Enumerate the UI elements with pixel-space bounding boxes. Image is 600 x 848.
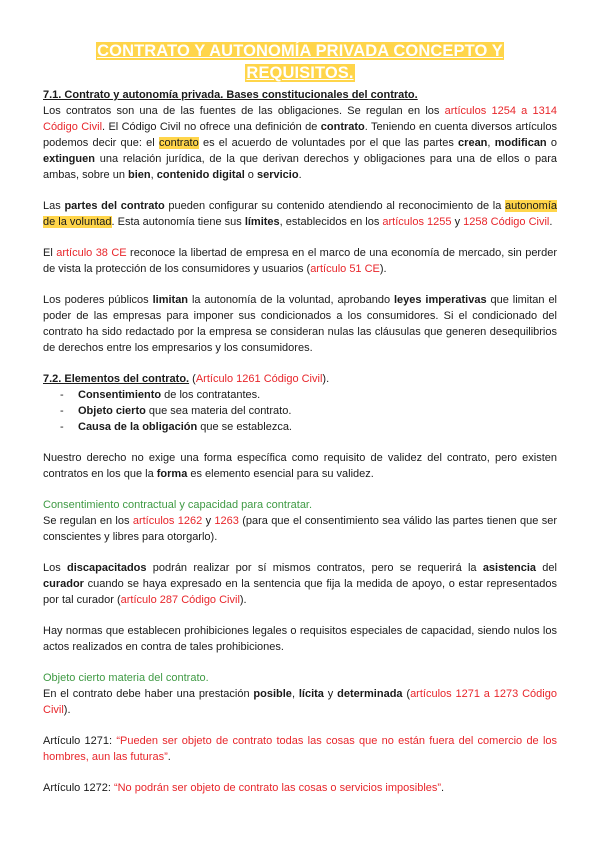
list-item: - Causa de la obligación que se establezca. — [43, 419, 557, 435]
section-7-2-heading: 7.2. Elementos del contrato. (Artículo 1261 Código Civil). — [43, 373, 330, 385]
title-line-1: CONTRATO Y AUTONOMÍA PRIVADA CONCEPTO Y — [97, 42, 503, 60]
list-item: - Objeto cierto que sea materia del contrato. — [43, 403, 557, 419]
paragraph-objeto: En el contrato debe haber una prestación posible, lícita y determinada (artículos 1271 a 1273 Código Civil). — [43, 688, 557, 716]
subheading-objeto: Objeto cierto materia del contrato. — [43, 672, 209, 684]
paragraph-poderes-publicos: Los poderes públicos limitan la autonomía de la voluntad, aprobando leyes imperativas que limitan el poder de las empresas para imponer sus condicionados a los consumidores. Si el condicionado del contrato ha sido redactado por la empresa se consideran nulas las cláusulas que generen desequilibrios de derechos entre los empresarios y los consumidores. — [43, 294, 558, 354]
paragraph-contrato-definicion: Los contratos son una de las fuentes de las obligaciones. Se regulan en los artículos 1254 a 1314 Código Civil. El Código Civil no ofrece una definición de contrato. Teniendo en cuenta diversos artículos podemos decir que: el contrato es el acuerdo de voluntades por el que las partes crean, modifican o extinguen una relación jurídica, de la que derivan derechos y obligaciones para una de ellos o para ambas, sobre un bien, contenido digital o servicio. — [43, 105, 558, 181]
list-item: - Consentimiento de los contratantes. — [43, 387, 557, 403]
paragraph-consentimiento: Se regulan en los artículos 1262 y 1263 (para que el consentimiento sea válido las partes tienen que ser conscientes y libres para otorgarlo). — [43, 515, 557, 543]
paragraph-discapacitados: Los discapacitados podrán realizar por sí mismos contratos, pero se requerirá la asistencia del curador cuando se haya expresado en la sentencia que fija la medida de apoyo, o estar representados por tal curador (artículo 287 Código Civil). — [43, 562, 557, 606]
paragraph-prohibiciones: Hay normas que establecen prohibiciones legales o requisitos especiales de capacidad, siendo nulos los actos realizados en contra de tales prohibiciones. — [43, 625, 557, 653]
paragraph-forma: Nuestro derecho no exige una forma específica como requisito de validez del contrato, pero existen contratos en los que la forma es elemento esencial para su validez. — [43, 452, 557, 480]
quote-1272: “No podrán ser objeto de contrato las cosas o servicios imposibles” — [113, 782, 442, 794]
paragraph-articulo-38: El artículo 38 CE reconoce la libertad de empresa en el marco de una economía de mercado, sin perder de vista la protección de los consumidores y usuarios (artículo 51 CE). — [43, 247, 557, 275]
highlight-contrato: contrato — [158, 137, 199, 149]
section-7-1-heading: 7.1. Contrato y autonomía privada. Bases constitucionales del contrato. — [43, 89, 418, 101]
document-title — [43, 40, 557, 84]
quote-1271: “Pueden ser objeto de contrato todas las cosas que no están fuera del comercio de los hombres, aun las futuras” — [43, 735, 557, 763]
elementos-list — [43, 387, 557, 435]
document-page — [43, 40, 557, 811]
paragraph-partes-contrato: Las partes del contrato pueden configurar su contenido atendiendo al reconocimiento de la autonomía de la voluntad. Esta autonomía tiene sus límites, establecidos en los artículos 1255 y 1258 Código Civil. — [43, 200, 557, 228]
paragraph-articulo-1272: Artículo 1272: “No podrán ser objeto de contrato las cosas o servicios imposibles”. — [43, 782, 445, 794]
highlight-autonomia: autonomía de la voluntad — [43, 200, 557, 228]
reference-link: artículos 1254 a 1314 Código Civil — [43, 105, 557, 133]
subheading-consentimiento: Consentimiento contractual y capacidad para contratar. — [43, 499, 313, 511]
title-line-2: REQUISITOS. — [246, 64, 354, 82]
paragraph-articulo-1271: Artículo 1271: “Pueden ser objeto de contrato todas las cosas que no están fuera del comercio de los hombres, aun las futuras”. — [43, 735, 557, 763]
